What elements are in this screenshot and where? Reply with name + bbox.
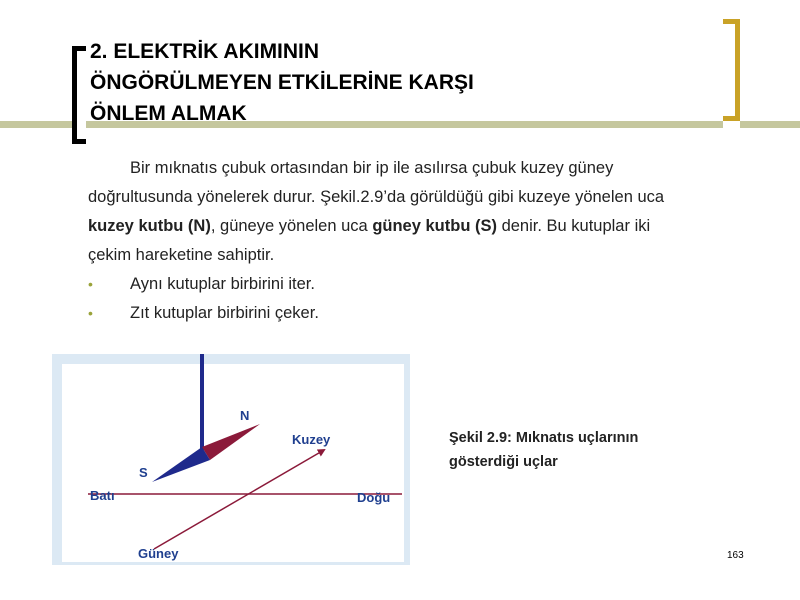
paragraph-text-3: denir. Bu kutuplar iki çekim hareketine sahiptir.: [88, 217, 651, 264]
west-direction-label: Batı: [90, 488, 115, 503]
slide-title: [90, 36, 474, 129]
south-direction-label: Güney: [138, 546, 179, 561]
title-line-1: 2. ELEKTRİK AKIMININ: [90, 40, 320, 63]
north-direction-label: Kuzey: [292, 432, 331, 447]
compass-diagram: [52, 354, 410, 565]
title-line-3: ÖNLEM ALMAK: [90, 102, 247, 125]
paragraph-text-2: , güneye yönelen uca: [210, 217, 373, 235]
accent-bracket-right: [723, 19, 740, 121]
caption-line-2: gösterdiği uçlar: [449, 454, 558, 470]
compass-figure: [52, 354, 410, 565]
caption-line-1: Şekil 2.9: Mıknatıs uçlarının: [449, 430, 639, 446]
bullet-icon: •: [88, 305, 93, 321]
body-text: [88, 154, 688, 328]
north-pole-half: [202, 424, 260, 460]
bullet-icon: •: [88, 276, 93, 292]
bullet-list: [88, 270, 688, 328]
bullet-text: Aynı kutuplar birbirini iter.: [130, 275, 315, 293]
list-item: [88, 299, 688, 328]
intro-paragraph: [88, 154, 688, 270]
header-rule-right: [740, 121, 800, 128]
south-pole-label: S: [139, 465, 148, 480]
south-pole-term: güney kutbu (S): [372, 217, 497, 235]
north-pole-label: N: [240, 408, 250, 423]
east-direction-label: Doğu: [357, 490, 391, 505]
south-pole-half: [152, 447, 210, 482]
list-item: [88, 270, 688, 299]
header-rule-left: [0, 121, 72, 128]
north-pole-term: kuzey kutbu (N): [88, 217, 211, 235]
page-number: 163: [727, 550, 744, 561]
title-line-2: ÖNGÖRÜLMEYEN ETKİLERİNE KARŞI: [90, 71, 474, 94]
paragraph-text-1: Bir mıknatıs çubuk ortasından bir ip ile asılırsa çubuk kuzey güney doğrultusunda yönelerek durur. Şekil.2.9’da görüldüğü gibi kuzeye yönelen uca: [88, 159, 665, 206]
bullet-text: Zıt kutuplar birbirini çeker.: [130, 304, 319, 322]
title-bracket-left: [72, 46, 86, 144]
figure-caption: [449, 426, 709, 474]
